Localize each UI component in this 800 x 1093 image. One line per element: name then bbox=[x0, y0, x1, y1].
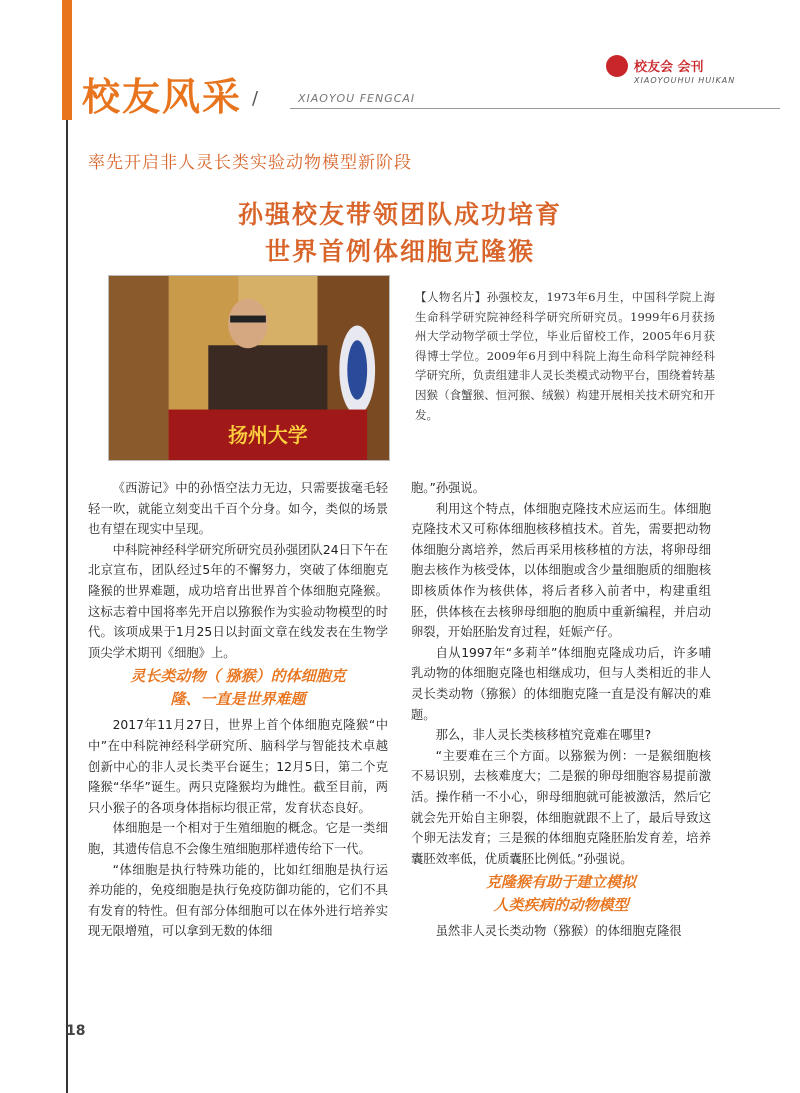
paragraph: “体细胞是执行特殊功能的，比如红细胞是执行运养功能的，免疫细胞是执行免疫防御功能的，它们不具有发育的特性。但有部分体细胞可以在体外进行培养实现无限增殖，可以拿到无数的体细 bbox=[88, 862, 388, 939]
paragraph: 利用这个特点，体细胞克隆技术应运而生。体细胞克隆技术又可称体细胞核移植技术。首先，需要把动物体细胞分离培养，然后再采用核移植的方法，将卵母细胞去核作为核受体，以体细胞或含少量细胞质的细胞核即核质体作为核供体，将后者移入前者中，构建重组胚，供体核在去核卵母细胞的胞质中重新编程，并启动卵裂，开始胚胎发育过程，妊娠产仔。 bbox=[411, 501, 711, 640]
article-title-line1: 孙强校友带领团队成功培育 bbox=[237, 200, 562, 229]
paragraph: 《西游记》中的孙悟空法力无边，只需要拔毫毛轻轻一吹，就能立刻变出千百个分身。如今，类似的场景也有望在现实中呈现。 bbox=[88, 481, 388, 537]
subheading-line: 人类疾病的动物模型 bbox=[493, 896, 629, 915]
brand-name: 校友会 会刊 bbox=[634, 60, 704, 75]
article-column-left bbox=[88, 478, 388, 942]
speaker-photo bbox=[108, 275, 390, 461]
subheading-line: 隆、一直是世界难题 bbox=[170, 690, 306, 709]
brand-name-en: XIAOYOUHUI HUIKAN bbox=[634, 76, 736, 85]
subheading-line: 灵长类动物（ 猕猴）的体细胞克 bbox=[130, 667, 346, 686]
accent-bar bbox=[62, 0, 72, 120]
section-title-en: XIAOYOU FENGCAI bbox=[298, 92, 416, 105]
alumni-logo-icon bbox=[606, 55, 628, 77]
paragraph: 体细胞是一个相对于生殖细胞的概念。它是一类细胞，其遗传信息不会像生殖细胞那样遗传给下一代。 bbox=[88, 821, 388, 856]
article-subtitle: 率先开启非人灵长类实验动物模型新阶段 bbox=[88, 153, 412, 173]
paragraph: 自从1997年“多莉羊”体细胞克隆成功后，许多哺乳动物的体细胞克隆也相继成功，但与人类相近的非人灵长类动物（猕猴）的体细胞克隆一直是没有解决的难题。 bbox=[411, 645, 711, 722]
profile-card: 【人物名片】孙强校友，1973年6月生，中国科学院上海生命科学研究院神经科学研究所研究员。1999年6月获扬州大学动物学硕士学位，毕业后留校工作，2005年6月获得博士学位。2009年6月到中科院上海生命科学院神经科学研究所，负责组建非人灵长类模式动物平台，围绕着转基因猴（食蟹猴、恒河猴、绒猴）构建开展相关技术研究和开发。 bbox=[415, 290, 715, 422]
section-title: 校友风采 bbox=[82, 74, 243, 119]
subheading-line: 克隆猴有助于建立模拟 bbox=[485, 873, 636, 892]
header-rule bbox=[290, 108, 780, 109]
article-title-line2: 世界首例体细胞克隆猴 bbox=[264, 237, 535, 266]
paragraph: 胞。”孙强说。 bbox=[411, 481, 486, 495]
paragraph: 虽然非人灵长类动物（猕猴）的体细胞克隆很 bbox=[435, 924, 682, 939]
page-number: 18 bbox=[66, 1023, 86, 1039]
subheading bbox=[88, 665, 388, 711]
paragraph: 中科院神经科学研究所研究员孙强团队24日下午在北京宣布，团队经过5年的不懈努力，突破了体细胞克隆猴的世界难题，成功培育出世界首个体细胞克隆猴。这标志着中国将率先开启以猕猴作为实验动物模型的时代。该项成果于1月25日以封面文章在线发表在生物学顶尖学术期刊《细胞》上。 bbox=[88, 542, 388, 660]
paragraph: 2017年11月27日，世界上首个体细胞克隆猴“中中”在中科院神经科学研究所、脑科学与智能技术卓越创新中心的非人灵长类平台诞生；12月5日，第二个克隆猴“华华”诞生。两只克隆猴均为雌性。截至目前，两只小猴子的各项身体指标均很正常，发育状态良好。 bbox=[88, 718, 388, 815]
article-column-right bbox=[411, 478, 711, 942]
podium-sign-text: 扬州大学 bbox=[228, 423, 308, 448]
section-divider: / bbox=[252, 88, 259, 109]
subheading bbox=[411, 871, 711, 917]
paragraph: “主要难在三个方面。以猕猴为例：一是猴细胞核不易识别，去核难度大；二是猴的卵母细胞容易提前激活。操作稍一不小心，卵母细胞就可能被激活，然后它就会先开始自主卵裂，体细胞就跟不上了，最后导致这个卵无法发育；三是猴的体细胞克隆胚胎发育差，培养囊胚效率低，优质囊胚比例低。”孙强说。 bbox=[411, 748, 711, 866]
paragraph: 那么，非人灵长类核移植究竟难在哪里? bbox=[435, 728, 652, 743]
